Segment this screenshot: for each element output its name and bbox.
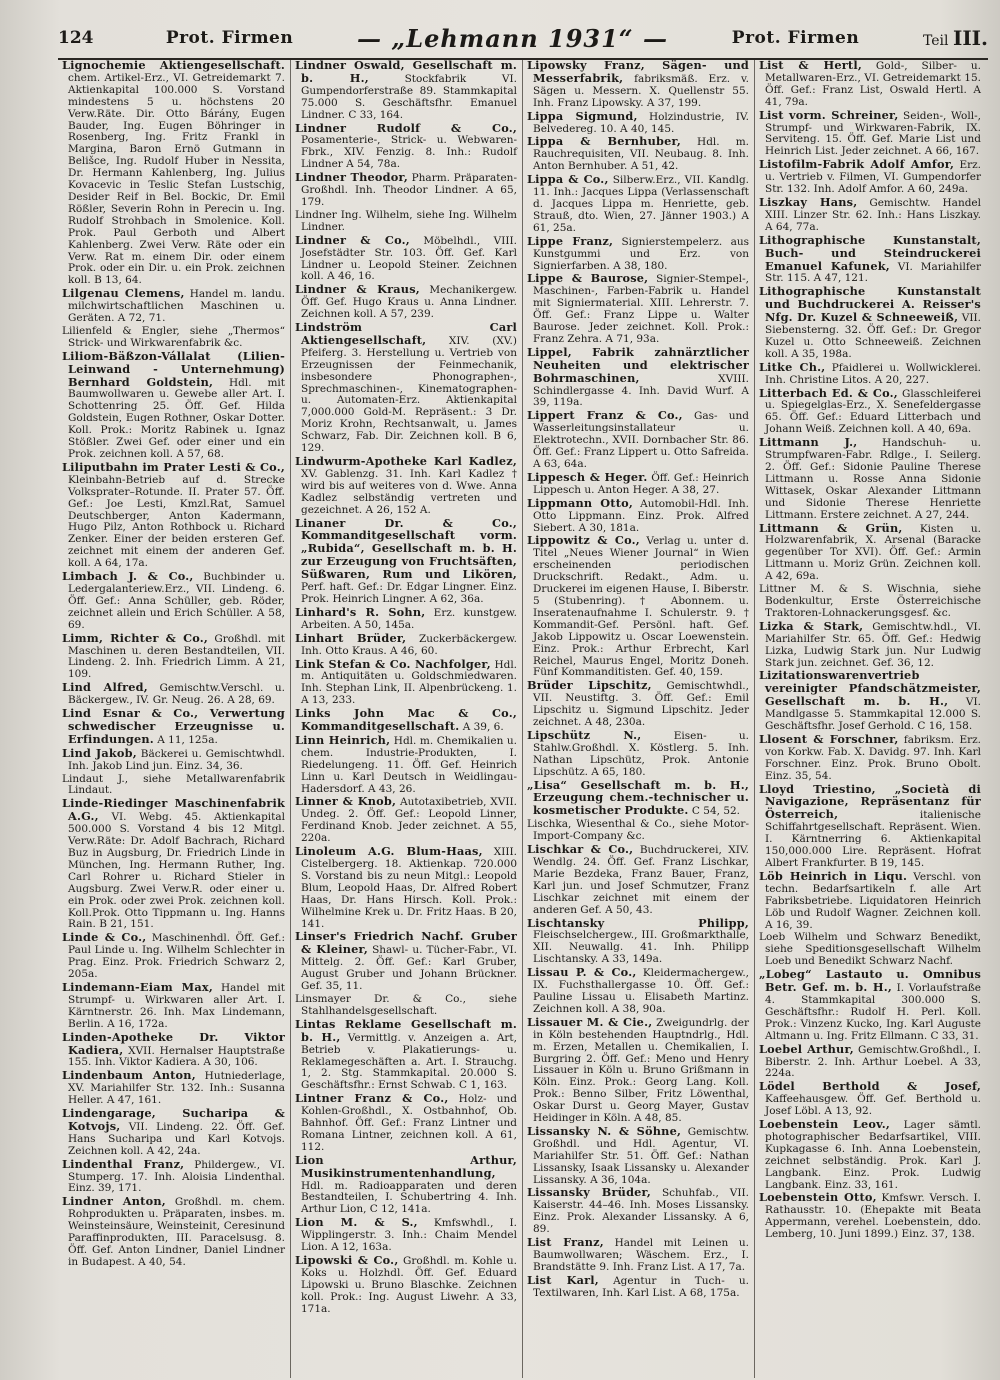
firm-details: VI. Mariahilfer Str. 115. A 47, 121.: [765, 260, 982, 285]
directory-entry: [62, 1108, 285, 1158]
directory-entry: [759, 969, 981, 1042]
firm-name: Linaner Dr. & Co., Kommanditgesellschaft vorm. „Rubida“, Gesellschaft m. b. H. zur Erzeugung von Fruchtsäften, Süßwaren, Rum und Likören,: [295, 515, 517, 582]
firm-name: Littmann & Grün,: [759, 520, 903, 535]
firm-details: Agentur in Tuch- u. Textilwaren, Inh. Karl List. A 68, 175a.: [533, 1274, 750, 1299]
directory-entry: [295, 1217, 517, 1254]
firm-name: Lindner & Co.,: [295, 232, 410, 247]
directory-entry: [527, 535, 749, 679]
column-2: [290, 60, 522, 1378]
directory-entry: [62, 1070, 285, 1107]
firm-details: Kaffeehausgew. Öff. Gef. Berthold u. Josef Löbl. A 13, 92.: [765, 1093, 981, 1118]
firm-name: Lintas Reklame Gesellschaft m. b. H.,: [295, 1016, 517, 1044]
firm-details: Maschinenhdl. Öff. Gef.: Paul Linde u. Ing. Wilhelm Schlechter in Prag. Einz. Prok. Friedrich Schwarz 2, 205a.: [68, 932, 286, 981]
directory-entry: [759, 781, 981, 870]
directory-entry: [527, 819, 749, 843]
firm-details: Großhdl. mit Maschinen u. deren Bestandteilen, VII. Lindeng. 2. Inh. Friedrich Limm. A 21, 109.: [68, 632, 285, 681]
firm-details: VI. Webg. 45. Aktienkapital 500.000 S. Vorstand 4 bis 12 Mitgl. Verw.Räte: Dr. Adolf Bachrach, Richard Buz in Augsburg, Dr. Friedrich Linde in München, Ing. Hermann Ruther, Ing. Carl Rohrer u. Richard Stieler in Augsburg. Zwei Verw.R. oder einer u. ein Prok. oder zwei Prok. zeichnen koll. Koll.Prok. Otto Tippmann u. Ing. Hanns Rain. B 21, 151.: [68, 811, 286, 931]
firm-details: Hutniederlage, XV. Mariahilfer Str. 132. Inh.: Susanna Heller. A 47, 161.: [68, 1070, 285, 1107]
directory-entry: [295, 732, 518, 796]
columns: [58, 60, 988, 1378]
firm-name: Lippel, Fabrik zahnärztlicher Neuheiten und elektrischer Bohrmaschinen,: [527, 344, 749, 385]
directory-entry: [62, 60, 285, 287]
directory-entry: [295, 172, 517, 209]
firm-name: Linden-Apotheke Dr. Viktor Kadiera,: [62, 1029, 285, 1057]
firm-details: Pharm. Präparaten-Großhdl. Inh. Theodor Lindner. A 65, 179.: [301, 172, 517, 208]
firm-details: Verschl. von techn. Bedarfsartikeln f. alle Art Fabriksbetriebe. Liquidatoren Heinrich Löb und Rudolf Wagner. Zeichnen koll. A 16, 39.: [765, 870, 981, 931]
firm-name: Loebenstein Leov.,: [759, 1117, 891, 1132]
directory-entry: [527, 1272, 750, 1300]
directory-entry: [295, 656, 518, 708]
firm-name: Lipowsky Franz, Sägen- und Messerfabrik,: [527, 60, 749, 85]
directory-entry: [759, 107, 981, 159]
firm-name: Lippmann Otto,: [527, 495, 633, 510]
directory-entry: [295, 515, 517, 606]
firm-name: Lödel Berthold & Josef,: [759, 1079, 981, 1094]
firm-details: Shawl- u. Tücher-Fabr., VI. Mittelg. 2. Öff. Gef.: Karl Gruber, August Gruber und Johann Brückner. Gef. 35, 11.: [301, 944, 518, 993]
firm-details: Gas- und Wasserleitungsinstallateur u. Elektrotechn., XVII. Dornbacher Str. 86. Öff. Gef.: Franz Lippert u. Otto Safreida. A 63, 64a.: [533, 410, 750, 470]
directory-entry: [62, 708, 285, 747]
firm-name: Lignochemie Aktiengesellschaft.: [62, 60, 285, 72]
directory-entry: [62, 1156, 285, 1196]
column-3: [522, 60, 754, 1378]
firm-name: Lilgenau Clemens,: [62, 286, 185, 301]
directory-entry: [759, 932, 981, 968]
firm-name: Links John Mac & Co., Kommanditgesellschaft.: [295, 706, 517, 734]
firm-details: Hdl. m. Radioapparaten und deren Bestandteilen, I. Schubertring 4. Inh. Arthur Lion, C 12, 141a.: [301, 1179, 517, 1216]
directory-entry: [295, 994, 517, 1018]
directory-entry: [527, 108, 749, 136]
directory-entry: [759, 194, 981, 234]
directory-entry: [759, 520, 981, 584]
directory-entry: [295, 60, 517, 122]
firm-details: XV. Gablenzg. 31. Inh. Karl Kadlez † wird bis auf weiteres von d. Wwe. Anna Kadlez selbständig vertreten und gezeichnet. A 26, 152 A.: [301, 467, 517, 516]
firm-details: Kmfswhdl., I. Wipplingerstr. 3. Inh.: Chaim Mendel Lion. A 12, 163a.: [301, 1217, 518, 1254]
firm-details: Glasschleiferei u. Spiegelglas-Erz., X. Senefeldergasse 65. Öff. Gef.: Eduard Litterbach und Johann Weiß. Zeichnen koll. A 40, 69a.: [765, 387, 981, 436]
directory-entry: [759, 385, 981, 437]
firm-name: Lind Esnar & Co., Verwertung schwedischer Erzeugnisse u. Erfindungen.: [62, 706, 285, 746]
firm-name: Lindenthal Franz,: [62, 1156, 185, 1171]
directory-entry: [527, 967, 749, 1016]
directory-entry: [295, 630, 517, 658]
firm-details: XIV. (XV.) Pfeiferg. 3. Herstellung u. Vertrieb von Erzeugnissen der Feinmechanik, insbesondere Phonographen-, Sprechmaschinen-, Kinematographen- u. Automaten-Erz. Aktienkapital 7,000.000 Gold-M. Repräsent.: 3 Dr. Moriz Krohn, Rechtsanwalt, u. James Schwarz, Fab. Dir. Zeichnen koll. B 6, 129.: [301, 334, 517, 455]
firm-details: Handel mit Strumpf- u. Wirkwaren aller Art. I. Kärntnerstr. 26. Inh. Max Lindemann, Berlin. A 16, 172a.: [68, 981, 285, 1030]
directory-entry: [759, 1081, 981, 1118]
firm-details: Hdl. m. Antiquitäten u. Goldschmiedwaren. Inh. Stephan Link, II. Alpenbrückeng. 1. A 13, 233.: [301, 658, 518, 707]
directory-entry: [62, 745, 286, 773]
directory-entry: [62, 979, 285, 1031]
firm-details: Lindaut J., siehe Metallwarenfabrik Lindaut.: [62, 772, 285, 797]
firm-details: C 54, 52.: [691, 805, 741, 818]
directory-entry: [62, 459, 285, 570]
directory-entry: [62, 288, 285, 325]
directory-entry: [759, 1119, 981, 1191]
firm-details: A 39, 6.: [462, 721, 504, 734]
firm-name: Lissauer M. & Cie.,: [527, 1014, 653, 1029]
firm-details: Littner M. & S. Wischnia, siehe Bodenkultur, Erste Österreichische Traktoren-Lohnackerungsgesf. &c.: [759, 583, 981, 619]
firm-name: Brüder Lipschitz,: [527, 678, 652, 693]
directory-entry: [759, 618, 982, 670]
firm-name: Lintner Franz & Co.,: [295, 1091, 449, 1106]
firm-details: Gemischtw. Großhdl. und Hdl. Agentur, VI. Mariahilfer Str. 51. Öff. Gef.: Nathan Lissansky, Isaak Lissansky u. Alexander Lissansky. A 36, 104a.: [533, 1125, 749, 1186]
directory-entry: [62, 1196, 285, 1268]
firm-name: Liliputbahn im Prater Lesti & Co.,: [62, 459, 285, 474]
directory-entry: [295, 322, 517, 455]
firm-details: Kisten u. Holzwarenfabrik, X. Arsenal (Baracke gegenüber Tor XVI). Öff. Gef.: Armin Littmann u. Moriz Grün. Zeichnen koll. A 42, 69a.: [765, 522, 981, 583]
firm-name: Litterbach Ed. & Co.,: [759, 385, 898, 400]
firm-name: Liszkay Hans,: [759, 194, 858, 209]
firm-details: Holz- und Kohlen-Großhdl., X. Ostbahnhof, Ob. Bahnhof. Öff. Gef.: Franz Lintner und Romana Lintner, zeichnen koll. A 61, 112.: [301, 1093, 517, 1153]
firm-details: Gemischtw.Verschl. u. Bäckergew., IV. Gr. Neug. 26. A 28, 69.: [68, 682, 285, 707]
firm-details: Signierstempelerz. aus Kunstgummi und Erz. von Signierfarben. A 38, 180.: [533, 235, 749, 272]
firm-name: Lissansky Brüder,: [527, 1185, 652, 1200]
directory-entry: [62, 774, 285, 798]
firm-name: Linhard's R. Sohn,: [295, 604, 426, 619]
directory-entry: [295, 1152, 517, 1217]
firm-details: Erz. u. Vertrieb v. Filmen, VI. Gumpendorfer Str. 132. Inh. Adolf Amfor. A 60, 249a.: [765, 159, 981, 196]
firm-details: Buchdruckerei, XIV. Wendlg. 24. Öff. Gef. Franz Lischkar, Marie Bezdeka, Franz Bauer, Franz, Karl jun. und Josef Schmutzer, Franz Lischkar zeichnet mit einem der anderen Gef. A 50, 43.: [533, 844, 750, 916]
directory-entry: [759, 670, 981, 733]
firm-details: Lindner Ing. Wilhelm, siehe Ing. Wilhelm Lindner.: [295, 208, 517, 233]
directory-entry: [759, 868, 981, 932]
firm-details: Zuckerbäckergew. Inh. Otto Kraus. A 46, 60.: [301, 632, 517, 657]
firm-details: Perf. haft. Gef.: Dr. Edgar Lingner. Einz. Prok. Heinrich Lingner. A 62, 36a.: [301, 581, 517, 605]
firm-name: Lipschütz N.,: [527, 727, 642, 742]
directory-entry: [295, 1255, 517, 1316]
firm-name: Lizitationswarenvertrieb vereinigter Pfandschätzmeister, Gesellschaft m. b. H.,: [759, 668, 981, 709]
firm-details: Lager sämtl. photographischer Bedarfsartikel, VIII. Kupkagasse 6. Inh. Anna Loebenstein, zeichnet selbständig. Prok. Karl J. Langbank. Einz. Prok. Ludwig Langbank. Einz. 33, 161.: [765, 1119, 982, 1191]
firm-details: chem. Artikel-Erz., VI. Getreidemarkt 7. Aktienkapital 100.000 S. Vorstand mindestens 5 u. höchstens 20 Verw.Räte. Dir. Otto Bárány, Eugen Bauder, Ing. Eugen Böhringer in Rosenberg, Ing. Fritz Frankl in Margina, Baron Ernö Gutmann in Belišce, Ing. Rudolf Huber in Nessita, Dr. Hermann Kahlenberg, Ing. Julius Kovacevic in Teslic Stefan Lustschig, Desider Reif in Bel. Bockic, Dr. Emil Rößler, Severin Rohn in Perecin u. Ing. Rudolf Strohbach in Smolenice. Koll. Prok. Paul Gerboth und Albert Kahlenberg. Zwei Verw. Räte oder ein Verw. Rat m. einem Dir. oder einem Prok. oder ein Dir. u. ein Prok. zeichnen koll. B 13, 64.: [68, 71, 285, 287]
firm-name: List Karl,: [527, 1272, 599, 1287]
firm-details: fabriksmäß. Erz. v. Sägen u. Messern. X. Quellenstr 55. Inh. Franz Lipowsky. A 37, 199.: [533, 72, 749, 109]
firm-details: fabriksm. Erz. von Korkw. Fab. X. Davidg. 97. Inh. Karl Forschner. Einz. Prok. Bruno Obolt. Einz. 35, 54.: [765, 733, 982, 782]
firm-name: „Lisa“ Gesellschaft m. b. H., Erzeugung chem.-technischer u. kosmetischer Produkte.: [527, 777, 749, 818]
firm-name: Lippert Franz & Co.,: [527, 408, 683, 423]
firm-details: Großhdl. m. chem. Rohprodukten u. Präparaten, insbes. m. Weinsteinsäure, Weinsteinit, Ceresinund Paraffinprodukten, III. Paracelsusg. 8. Öff. Gef. Anton Lindner, Daniel Lindner in Budapest. A 40, 54.: [68, 1196, 286, 1268]
firm-details: italienische Schiffahrtgesellschaft. Repräsent. Wien. I. Kärntnerring 6. Aktienkapital 150,000.000 Lire. Repräsent. Hofrat Albert Frankfurter. B 19, 145.: [765, 809, 981, 869]
directory-entry: [295, 232, 518, 284]
directory-entry: [527, 844, 749, 916]
firm-details: XVIII. Schindlergasse 4. Inh. David Wurf. A 39, 119a.: [533, 372, 749, 409]
firm-details: VII. Lindeng. 22. Öff. Gef. Hans Sucharipa und Karl Kotvojs. Zeichnen koll. A 42, 24a.: [68, 1120, 285, 1157]
firm-details: Seiden-, Woll-, Strumpf- und Wirkwaren-Fabrik, IX. Serviteng. 15. Öff. Gef. Marie List und Heinrich List. Jeder zeichnet. A 66, 167.: [765, 109, 981, 158]
firm-name: Lind Jakob,: [62, 745, 137, 760]
directory-entry: [759, 232, 982, 286]
firm-name: Lloyd Triestino, „Società di Navigazione, Repräsentanz für Österreich,: [759, 781, 981, 822]
firm-details: Gold-, Silber- u. Metallwaren-Erz., VI. Getreidemarkt 15. Öff. Gef.: Franz List, Oswald Hertl. A 41, 79a.: [765, 60, 981, 108]
directory-entry: [295, 846, 517, 930]
firm-details: Buchbinder u. Ledergalanteriew.Erz., VII. Lindeng. 6. Öff. Gef.: Anna Schüller, geb. Röder, zeichnet allein und Erich Schüller. A 58, 69.: [68, 571, 285, 631]
directory-entry: [527, 273, 749, 345]
directory-entry: [62, 932, 285, 981]
section-title-right: Prot. Firmen: [731, 28, 860, 48]
directory-entry: [527, 344, 749, 410]
firm-details: Gemischtw. Handel XIII. Linzer Str. 62. Inh.: Hans Liszkay. A 64, 77a.: [765, 196, 981, 233]
directory-entry: [759, 437, 981, 521]
firm-details: Hdl. m. Chemikalien u. chem. Industrie-Produkten, I. Riedelungeng. 11. Öff. Gef. Heinrich Linn u. Karl Deutsch in Weidlingau-Hadersdorf. A 43, 26.: [301, 734, 518, 795]
firm-name: Lippa & Bernhuber,: [527, 134, 681, 149]
directory-entry: [62, 348, 285, 461]
firm-name: Löb Heinrich in Liqu.: [759, 868, 908, 883]
firm-details: Gemischtwhdl., VII. Neustiftg. 3. Öff. Gef.: Emil Lipschitz u. Sigmund Lipschitz. Jeder zeichnet. A 48, 230a.: [533, 680, 749, 729]
directory-entry: [295, 1093, 517, 1154]
firm-details: Erz. kunstgew. Arbeiten. A 50, 145a.: [301, 606, 517, 631]
firm-details: Handschuh- u. Strumpfwaren-Fabr. Rdlge., I. Seilerg. 2. Öff. Gef.: Sidonie Pauline Therese Littmann u. Rosse Anna Sidonie Wittasek, Oskar Alexander Littmann und Sidonie Therese Henriette Littmann. Erstere zeichnet. A 27, 244.: [765, 437, 981, 521]
directory-entry: [295, 284, 517, 321]
firm-name: Linde & Co.,: [62, 930, 147, 945]
firm-name: Liliom-Bäßzon-Vállalat (Lilien-Leinwand - Unternehmung) Bernhard Goldstein,: [62, 348, 285, 389]
firm-name: Loebel Arthur,: [759, 1041, 854, 1056]
firm-details: XVII. Hernalser Hauptstraße 155. Inh. Viktor Kadiera. A 30, 106.: [68, 1044, 285, 1069]
firm-name: Litke Ch.,: [759, 359, 826, 374]
firm-name: Lithographische Kunstanstalt und Buchdruckerei A. Reisser's Nfg. Dr. Kuzel & Schneeweiß,: [759, 284, 981, 325]
firm-details: Gemischtw.hdl., VI. Mariahilfer Str. 65. Öff. Gef.: Hedwig Lizka, Ludwig Stark jun. Nur Ludwig Stark jun. zeichnet. Gef. 36, 12.: [765, 620, 982, 669]
firm-details: Bäckerei u. Gemischtwhdl. Inh. Jakob Lind jun. Einz. 34, 36.: [68, 747, 286, 772]
firm-name: Lindner Oswald, Gesellschaft m. b. H.,: [295, 60, 517, 85]
firm-name: Llosent & Forschner,: [759, 731, 899, 746]
firm-details: Verlag u. unter d. Titel „Neues Wiener Journal“ in Wien erscheinenden periodischen Druckschrift. Redakt., Adm. u. Druckerei im eigenen Hause, I. Biberstr. 5 (Stubenring). † Abonnem. u. Inseratenaufnahme I. Schulerstr. 9. † Kommandit-Gef. Persönl. haft. Gef. Jakob Lippowitz u. Oscar Loewenstein. Einz. Prok.: Arthur Erbrecht, Karl Reichel, Maurus Engel, Moritz Doneh. Fünf Kommanditisten. Gef. 40, 159.: [533, 535, 749, 679]
firm-name: Linn Heinrich,: [295, 732, 391, 747]
firm-name: Lion M. & S.,: [295, 1215, 418, 1230]
directory-entry: [527, 495, 749, 535]
firm-details: Hdl. m. Rauchrequisiten, VII. Neubaug. 8. Inh. Anton Bernhuber. A 51, 42.: [533, 136, 749, 173]
firm-name: Lissansky N. & Söhne,: [527, 1123, 682, 1138]
firm-name: Lindengarage, Sucharipa & Kotvojs,: [62, 1106, 285, 1133]
firm-name: Linoleum A.G. Blum-Haas,: [295, 844, 483, 859]
directory-entry: [295, 604, 517, 632]
firm-name: List Franz,: [527, 1235, 604, 1250]
column-4: [754, 60, 986, 1378]
firm-name: Lischtansky Philipp,: [527, 915, 749, 930]
firm-name: Lischkar & Co.,: [527, 842, 634, 857]
firm-details: Loeb Wilhelm und Schwarz Benedikt, siehe Speditionsgesellschaft Wilhelm Loeb und Benedikt Schwarz Nachf.: [759, 931, 981, 968]
firm-name: „Lobeg“ Lastauto u. Omnibus Betr. Gef. m. b. H.,: [759, 967, 981, 995]
firm-details: Zweigundrlg. der in Köln bestehenden Hauptndrlg., Hdl. m. Erzen, Metallen u. Chemikalien, I. Burgring 2. Öff. Gef.: Meno und Henry Lissauer in Köln u. Bruno Grißmann in Köln. Einz. Prok.: Georg Lang. Koll. Prok.: Benno Silber, Fritz Löwenthal, Oskar Durst u. Georg Mayer, Gustav Heidinger in Köln. A 48, 85.: [533, 1016, 749, 1125]
firm-name: Linner & Knob,: [295, 794, 397, 809]
firm-details: Pfaidlerei u. Wollwicklerei. Inh. Christine Litos. A 20, 227.: [765, 361, 981, 386]
firm-name: Lizka & Stark,: [759, 618, 864, 633]
firm-details: Automobil-Hdl. Inh. Otto Lippmann. Einz. Prok. Alfred Siebert. A 30, 181a.: [533, 497, 749, 534]
firm-details: XIII. Cistelbergerg. 18. Aktienkap. 720.000 S. Vorstand bis zu neun Mitgl.: Leopold Blum, Leopold Haas, Dr. Alfred Robert Haas, Dr. Hans Hirsch. Koll. Prok.: Wilhelmine Krek u. Dr. Fritz Haas. B 20, 141.: [301, 846, 517, 930]
firm-details: Kmfswr. Versch. I. Rathausstr. 10. (Ehepakte mit Beata Appermann, verehel. Loebenstein, ddo. Lemberg, 10. Juni 1899.) Einz. 37, 138.: [765, 1192, 981, 1241]
firm-details: Signier-Stempel-, Maschinen-, Farben-Fabrik u. Handel mit Signiermaterial. XIII. Lehrerstr. 7. Öff. Gef.: Franz Lippe u. Walter Baurose. Jeder zeichnet. Koll. Prok.: Franz Zehra. A 71, 93a.: [533, 273, 749, 345]
firm-name: Lippe Franz,: [527, 233, 614, 248]
firm-name: Lindenbaum Anton,: [62, 1068, 196, 1083]
firm-details: Gemischtw.Großhdl., I. Biberstr. 2. Inh. Arthur Loebel. A 33, 224a.: [765, 1043, 981, 1080]
directory-entry: [295, 1016, 517, 1092]
directory-entry: [527, 727, 750, 779]
firm-name: Link Stefan & Co. Nachfolger,: [295, 656, 491, 671]
directory-entry: [527, 174, 749, 235]
firm-details: Eisen- u. Stahlw.Großhdl. X. Köstlerg. 5. Inh. Nathan Lipschütz, Prok. Antonie Lipschütz. A 65, 180.: [533, 729, 750, 778]
part-word: Teil: [923, 33, 949, 49]
directory-entry: [527, 1187, 749, 1236]
firm-details: Posamenterie-, Strick- u. Webwaren-Fbrk., XIV. Fenzig. 8. Inh.: Rudolf Lindner A 54, 78a.: [301, 134, 517, 171]
firm-name: Lipowski & Co.,: [295, 1253, 399, 1267]
firm-details: I. Vorlaufstraße 4. Stammkapital 300.000 S. Geschäftsfhr.: Rudolf H. Perl. Koll. Prok.: Vinzenz Kucko, Ing. Karl Auguste Altmann u. Ing. Fritz Ellmann. C 33, 31.: [765, 982, 982, 1042]
directory-entry: [527, 777, 749, 819]
firm-name: Lindner Theodor,: [295, 170, 408, 185]
firm-name: Loebenstein Otto,: [759, 1190, 877, 1205]
part-label: [923, 26, 988, 50]
directory-entry: [62, 1029, 285, 1070]
directory-entry: [62, 326, 285, 350]
firm-details: Schuhfab., VII. Kaiserstr. 44–46. Inh. Moses Lissansky. Einz. Prok. Alexander Lissansky. A 6, 89.: [533, 1187, 749, 1236]
firm-details: Mechanikergew. Öff. Gef. Hugo Kraus u. Anna Lindner. Zeichnen koll. A 57, 239.: [301, 284, 517, 321]
firm-name: Lithographische Kunstanstalt, Buch- und Steindruckerei Emanuel Kafunek,: [759, 232, 981, 273]
firm-details: Silberw.Erz., VII. Kandlg. 11. Inh.: Jacques Lippa (Verlassenschaft d. Jacques Lippa m. Henriette, geb. Strauß, dto. Wien, 27. Jänner 1903.) A 61, 25a.: [533, 174, 749, 234]
firm-details: Holzindustrie, IV. Belvedereg. 10. A 40, 145.: [533, 110, 749, 135]
firm-name: Lindner & Kraus,: [295, 282, 420, 297]
firm-details: Handel mit Leinen u. Baumwollwaren; Wäschem. Erz., I. Brandstätte 9. Inh. Franz List. A 17, 7a.: [533, 1237, 749, 1273]
firm-name: Lindner Anton,: [62, 1194, 166, 1209]
directory-entry: [527, 410, 749, 471]
section-title-left: Prot. Firmen: [165, 28, 294, 48]
firm-name: Lindner Rudolf & Co.,: [295, 120, 517, 135]
directory-entry: [295, 708, 517, 734]
firm-details: VI. Mandlgasse 5. Stammkapital 12.000 S. Geschäftsfhr. Josef Gerhold. C 16, 158.: [765, 696, 981, 733]
firm-name: Lindemann-Eiam Max,: [62, 979, 213, 994]
firm-details: A 11, 125a.: [157, 733, 218, 746]
firm-name: Linde-Riedinger Maschinenfabrik A.G.,: [62, 796, 285, 824]
firm-details: Phildergew., VI. Stumperg. 17. Inh. Aloisia Lindenthal. Einz. 39, 171.: [68, 1158, 285, 1195]
directory-entry: [759, 159, 981, 196]
firm-name: Littmann J.,: [759, 435, 858, 450]
firm-details: Stockfabrik VI. Gumpendorferstraße 89. Stammkapital 75.000 S. Geschäftsfhr. Emanuel Lindner. C 33, 164.: [301, 72, 517, 121]
firm-details: Handel m. landu. milchwirtschaftlichen Maschinen u. Geräten. A 72, 71.: [68, 288, 285, 325]
firm-name: Lippe & Baurose,: [527, 271, 649, 286]
firm-name: Lindström Carl Aktiengesellschaft,: [295, 320, 517, 347]
firm-name: List & Hertl,: [759, 60, 862, 72]
directory-entry: [62, 571, 285, 632]
directory-entry: [527, 1237, 749, 1274]
firm-details: Autotaxibetrieb, XVII. Undeg. 2. Öff. Gef.: Leopold Linner, Ferdinand Knob. Jeder zeichnet. A 55, 220a.: [301, 796, 518, 845]
directory-entry: [62, 630, 285, 682]
directory-entry: [759, 1041, 981, 1081]
directory-entry: [759, 731, 982, 783]
firm-details: Lilienfeld & Engler, siehe „Thermos“ Strick- und Wirkwarenfabrik &c.: [62, 324, 285, 349]
directory-entry: [759, 584, 981, 620]
directory-entry: [527, 1123, 749, 1187]
firm-details: Linsmayer Dr. & Co., siehe Stahlhandelsgesellschaft.: [295, 992, 517, 1017]
firm-name: List vorm. Schreiner,: [759, 107, 899, 122]
firm-name: Limbach J. & Co.,: [62, 569, 194, 584]
directory-entry: [759, 359, 981, 387]
directory-entry: [295, 796, 517, 845]
firm-name: Listofilm-Fabrik Adolf Amfor,: [759, 157, 955, 172]
firm-name: Lippa Sigmund,: [527, 108, 638, 123]
directory-entry: [527, 469, 749, 497]
firm-name: Lindwurm-Apotheke Karl Kadlez,: [295, 454, 517, 468]
directory-entry: [759, 60, 981, 109]
directory-entry: [295, 456, 517, 517]
firm-name: Lippowitz & Co.,: [527, 533, 640, 548]
part-number: III.: [952, 26, 988, 50]
firm-details: Kleinbahn-Betrieb auf d. Strecke Volksprater–Rotunde. II. Prater 57. Öff. Gef.: Joe Lesti, Kmzl.Rat, Samuel Deutschberger, Anton Kadermann, Hugo Pilz, Anton Rothbock u. Richard Zenker. Einer der beiden ersteren Gef. zeichnet mit einem der anderen Gef. koll. A 64, 17a.: [68, 473, 285, 570]
running-title: — „Lehmann 1931“ —: [357, 23, 668, 53]
directory-entry: [527, 136, 749, 173]
directory-entry: [527, 60, 749, 110]
firm-name: Lion Arthur, Musikinstrumentenhandlung,: [295, 1152, 517, 1180]
firm-details: VII. Siebensterng. 32. Öff. Gef.: Dr. Gregor Kuzel u. Otto Schneeweiß. Zeichnen koll. A 35, 198a.: [765, 312, 981, 360]
directory-entry: [759, 1192, 981, 1241]
directory-entry: [295, 210, 517, 234]
directory-entry: [527, 680, 749, 729]
firm-details: Möbelhdl., VIII. Josefstädter Str. 103. Öff. Gef. Karl Lindner u. Leopold Steiner. Zeichnen koll. A 46, 16.: [301, 234, 518, 283]
directory-entry: [62, 798, 285, 931]
firm-details: Öff. Gef.: Heinrich Lippesch u. Anton Heger. A 38, 27.: [533, 471, 749, 496]
firm-details: Fleischselchergew., III. Großmarkthalle, XII. Neuwallg. 41. Inh. Philipp Lischtansky. A 33, 149a.: [533, 929, 749, 966]
firm-name: Lissau P. & Co.,: [527, 965, 637, 980]
firm-details: Großhdl. m. Kohle u. Koks u. Holzhdl. Öff. Gef. Eduard Lipowski u. Bruno Blaschke. Zeichnen koll. Prok.: Ing. August Liwehr. A 33, 171a.: [301, 1255, 517, 1315]
column-1: [58, 60, 290, 1378]
firm-name: Linser's Friedrich Nachf. Gruber & Kleiner,: [295, 929, 517, 957]
directory-entry: [295, 931, 517, 993]
firm-details: Hdl. mit Baumwollwaren u. Gewebe aller Art. I. Schottenring 25. Öff. Gef. Hilda Goldstein, Eugen Rothner, Oskar Dotter. Koll. Prok.: Moritz Rabinek u. Ignaz Stößler. Zwei Gef. oder einer und ein Prok. zeichnen koll. A 57, 68.: [68, 376, 285, 460]
firm-name: Lippesch & Heger.: [527, 469, 648, 484]
firm-name: Linhart Brüder,: [295, 630, 407, 645]
page-number: 124: [58, 28, 94, 48]
firm-name: Lind Alfred,: [62, 680, 148, 695]
firm-details: Vermittlg. v. Anzeigen a. Art, Betrieb v. Plakatierungs- u. Reklamegeschäften a. Art. I. Strauchg. 1, 2. Stg. Stammkapital. 20.000 S. Geschäftsfhr.: Ernst Schwab. C 1, 163.: [301, 1031, 517, 1092]
firm-details: Lischka, Wiesenthal & Co., siehe Motor-Import-Company &c.: [527, 818, 749, 843]
firm-details: Kleidermachergew., IX. Fuchsthallergasse 10. Öff. Gef.: Pauline Lissau u. Elisabeth Martinz. Zeichnen koll. A 38, 90a.: [533, 967, 750, 1015]
directory-entry: [527, 1014, 749, 1125]
directory-entry: [527, 233, 749, 273]
page-header: [58, 18, 988, 58]
firm-name: Limm, Richter & Co.,: [62, 630, 209, 645]
directory-entry: [62, 682, 285, 707]
directory-entry: [759, 286, 981, 360]
directory-entry: [527, 915, 749, 967]
directory-entry: [295, 120, 517, 172]
firm-name: Lippa & Co.,: [527, 172, 609, 187]
